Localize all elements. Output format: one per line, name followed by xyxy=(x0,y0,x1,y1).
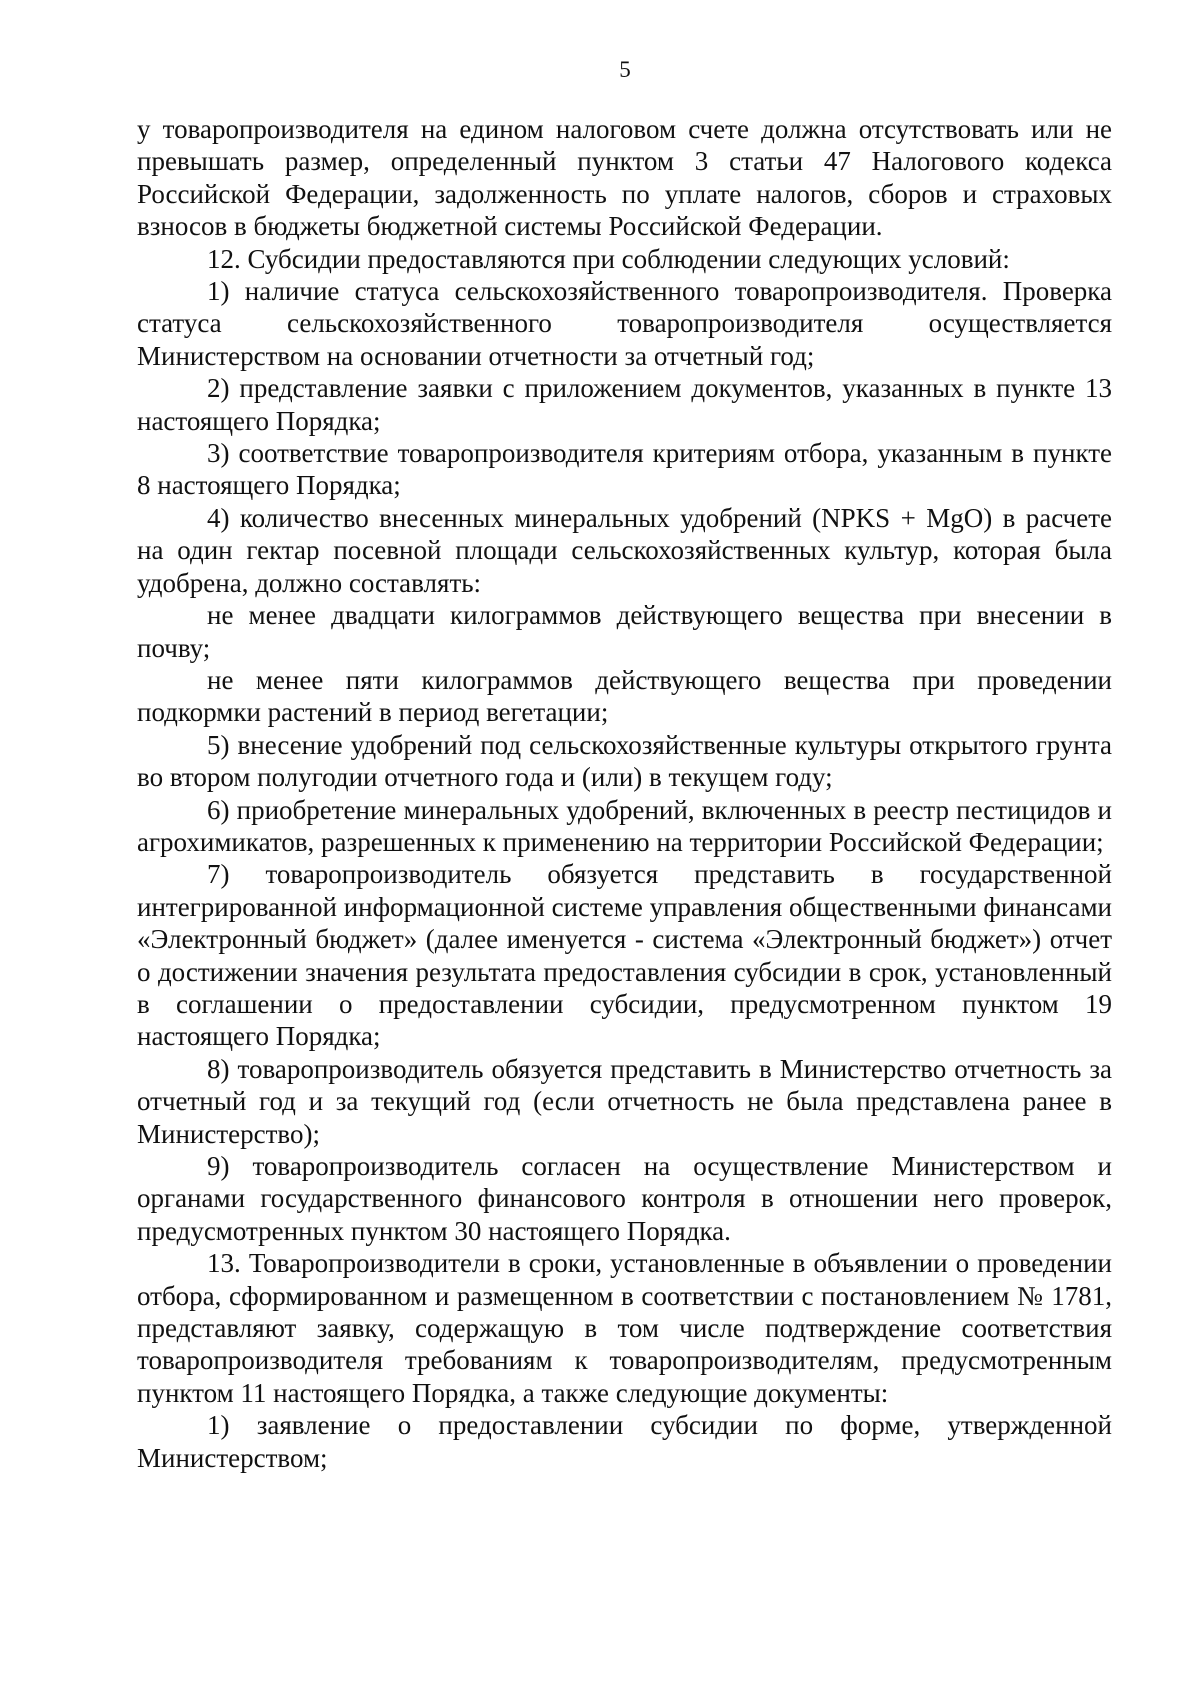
paragraph-item-3: 3) соответствие товаропроизводителя критериям отбора, указанным в пункте 8 настоящего Порядка; xyxy=(137,438,1112,501)
document-body xyxy=(137,113,1112,1474)
paragraph-item-4: 4) количество внесенных минеральных удобрений (NPKS + MgO) в расчете на один гектар посевной площади сельскохозяйственных культур, которая была удобрена, должно составлять: xyxy=(137,502,1112,598)
paragraph-clause-13-item-1: 1) заявление о предоставлении субсидии по форме, утвержденной Министерством; xyxy=(137,1410,1112,1473)
page-number: 5 xyxy=(619,57,631,82)
paragraph-item-4-sub-2: не менее пяти килограммов действующего вещества при проведении подкормки растений в период вегетации; xyxy=(137,664,1112,728)
paragraph-item-4-sub-1: не менее двадцати килограммов действующего вещества при внесении в почву; xyxy=(137,600,1112,663)
paragraph-item-5: 5) внесение удобрений под сельскохозяйственные культуры открытого грунта во втором полугодии отчетного года и (или) в текущем году; xyxy=(137,729,1112,793)
paragraph-continuation: у товаропроизводителя на едином налоговом счете должна отсутствовать или не превышать размер, определенный пунктом 3 статьи 47 Налогового кодекса Российской Федерации, задолженность по уплате налогов, сборов и страховых взносов в бюджеты бюджетной системы Российской Федерации. xyxy=(137,114,1112,242)
paragraph-item-2: 2) представление заявки с приложением документов, указанных в пункте 13 настоящего Порядка; xyxy=(137,373,1112,436)
paragraph-item-6: 6) приобретение минеральных удобрений, включенных в реестр пестицидов и агрохимикатов, разрешенных к применению на территории Российской Федерации; xyxy=(137,794,1112,857)
paragraph-clause-12: 12. Субсидии предоставляются при соблюдении следующих условий: xyxy=(207,243,1010,274)
paragraph-clause-13: 13. Товаропроизводители в сроки, установленные в объявлении о проведении отбора, сформированном и размещенном в соответствии с постановлением № 1781, представляют заявку, содержащую в том числе подтверждение соответствия товаропроизводителя требованиям к товаропроизводителям, предусмотренным пунктом 11 настоящего Порядка, а также следующие документы: xyxy=(137,1248,1112,1408)
paragraph-item-1: 1) наличие статуса сельскохозяйственного товаропроизводителя. Проверка статуса сельскохозяйственного товаропроизводителя осуществляется Министерством на основании отчетности за отчетный год; xyxy=(137,276,1112,371)
paragraph-item-8: 8) товаропроизводитель обязуется представить в Министерство отчетность за отчетный год и за текущий год (если отчетность не была представлена ранее в Министерство); xyxy=(137,1053,1112,1149)
paragraph-item-9: 9) товаропроизводитель согласен на осуществление Министерством и органами государственного финансового контроля в отношении него проверок, предусмотренных пунктом 30 настоящего Порядка. xyxy=(137,1151,1112,1246)
paragraph-item-7: 7) товаропроизводитель обязуется представить в государственной интегрированной информационной системе управления общественными финансами «Электронный бюджет» (далее именуется - система «Электронный бюджет») отчет о достижении значения результата предоставления субсидии в срок, установленный в соглашении о предоставлении субсидии, предусмотренном пунктом 19 настоящего Порядка; xyxy=(137,859,1112,1052)
